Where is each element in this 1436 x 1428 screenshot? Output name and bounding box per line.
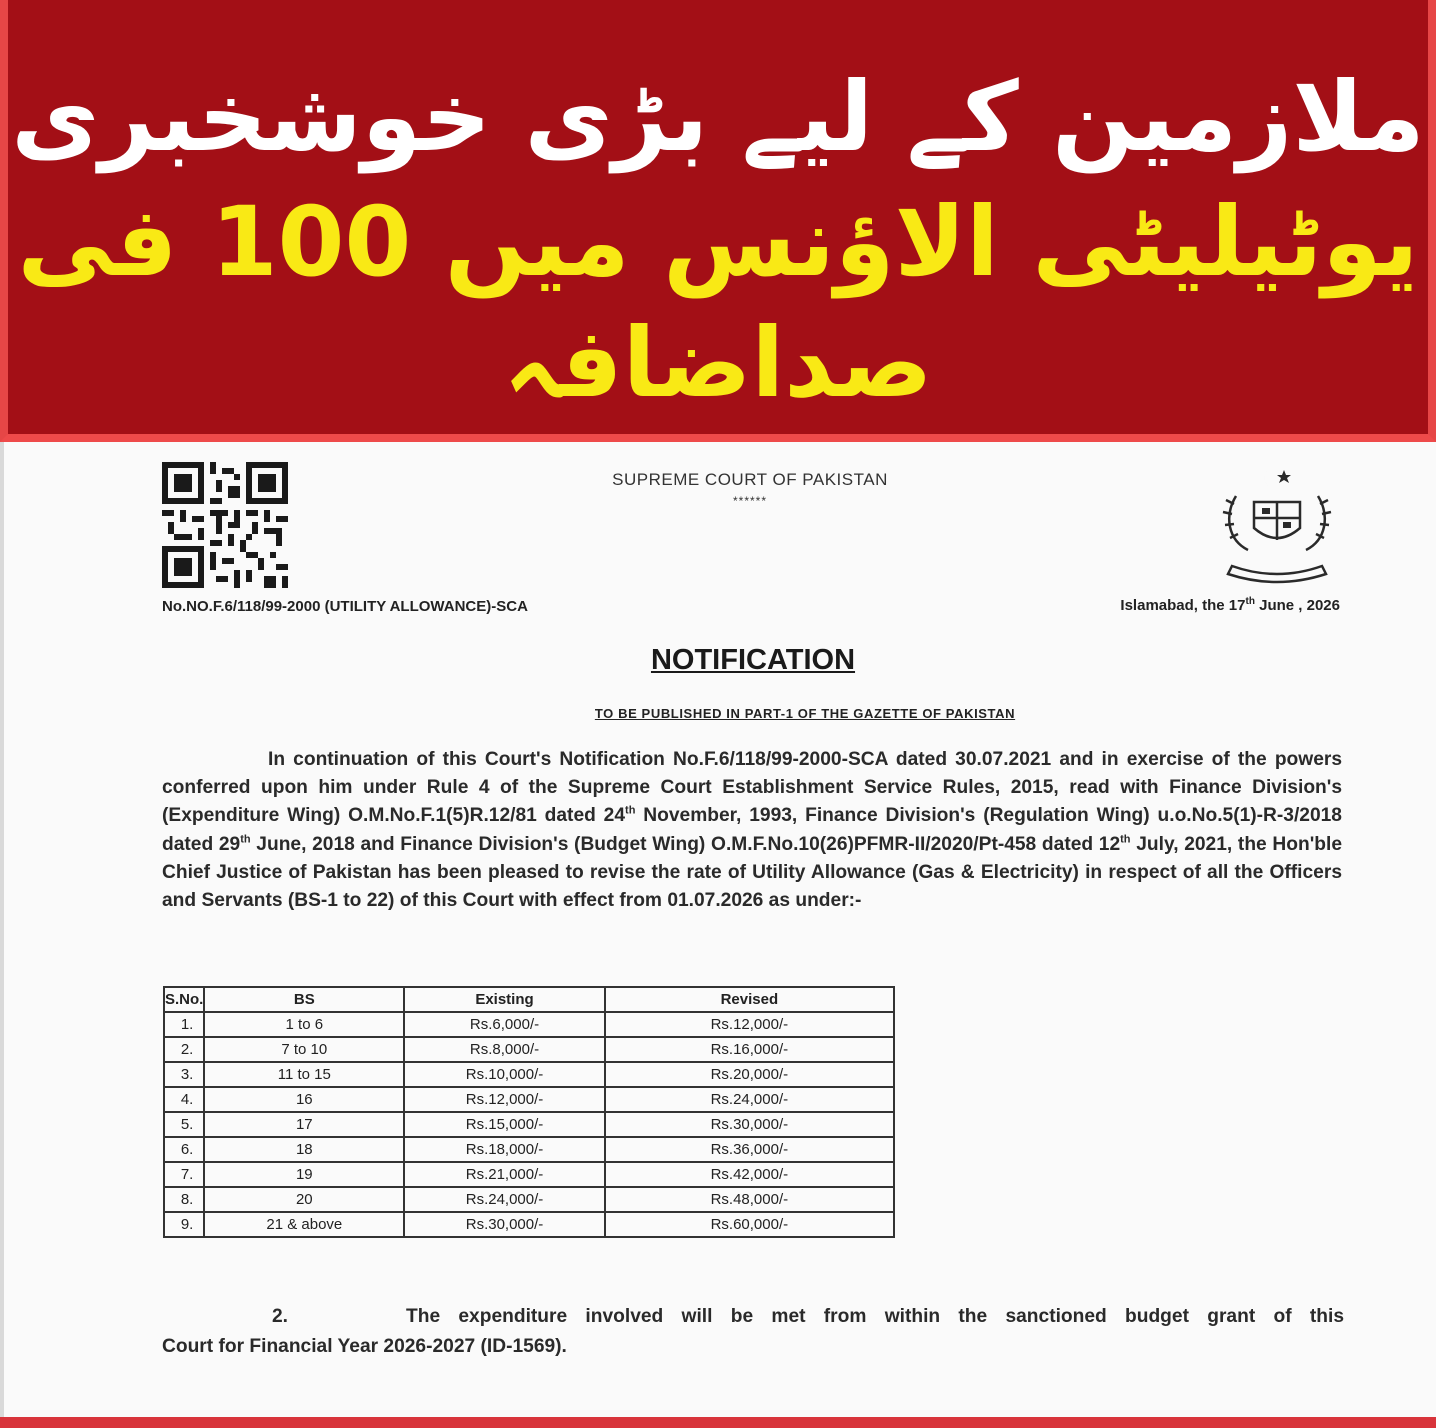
table-row bbox=[164, 1162, 894, 1187]
document-edge bbox=[0, 442, 4, 1417]
cell-sno: 8. bbox=[164, 1187, 204, 1212]
column-header-revised: Revised bbox=[605, 987, 894, 1012]
cell-sno: 9. bbox=[164, 1212, 204, 1237]
paragraph-2-line-1 bbox=[162, 1302, 1344, 1332]
paragraph-text: July, 2021, the Hon'ble Chief Justice of Pakistan has been pleased to revise the rate of Utility Allowance (Gas & Electricity) in respect of all the Officers and Servants (BS-1 to 22) of this Court with effect from 01.07.2026 as under:- bbox=[162, 833, 1342, 912]
cell-bs: 21 & above bbox=[204, 1212, 404, 1237]
cell-bs: 7 to 10 bbox=[204, 1037, 404, 1062]
superscript: th bbox=[240, 833, 251, 846]
issue-date-suffix-sup: th bbox=[1245, 596, 1255, 607]
issue-date bbox=[1120, 596, 1340, 614]
qr-code-icon bbox=[162, 462, 288, 588]
cell-revised: Rs.36,000/- bbox=[605, 1137, 894, 1162]
reference-number: No.NO.F.6/118/99-2000 (UTILITY ALLOWANCE)-SCA bbox=[162, 598, 528, 615]
table-header-row bbox=[164, 987, 894, 1012]
notification-document bbox=[0, 442, 1436, 1417]
court-name-separator: ****** bbox=[732, 494, 768, 508]
cell-sno: 6. bbox=[164, 1137, 204, 1162]
cell-revised: Rs.12,000/- bbox=[605, 1012, 894, 1037]
table-row bbox=[164, 1062, 894, 1087]
cell-existing: Rs.12,000/- bbox=[404, 1087, 604, 1112]
cell-existing: Rs.8,000/- bbox=[404, 1037, 604, 1062]
table-row bbox=[164, 1087, 894, 1112]
paragraph-text: November, 1993, Finance Division's (Regulation Wing) u.o.No.5(1)-R-3/2018 dated 29 bbox=[162, 805, 1342, 855]
notification-title: NOTIFICATION bbox=[650, 644, 856, 676]
issue-date-month-year: June , 2026 bbox=[1254, 597, 1340, 614]
cell-sno: 1. bbox=[164, 1012, 204, 1037]
paragraph-2-line-2: Court for Financial Year 2026-2027 (ID-1569). bbox=[162, 1336, 567, 1357]
notification-paragraph-1 bbox=[162, 746, 1342, 915]
cell-sno: 3. bbox=[164, 1062, 204, 1087]
paragraph-text: In continuation of this Court's Notification No.F.6/118/99-2000-SCA dated 30.07.2021 and in exercise of the powers conferred upon him under Rule 4 of the Supreme Court Establishment Service Rules, 2015, read with Finance Division's (Expenditure Wing) O.M.No.F.1(5)R.12/81 dated 24 bbox=[162, 749, 1342, 827]
cell-revised: Rs.60,000/- bbox=[605, 1212, 894, 1237]
paragraph-text: The expenditure involved will be met from within the sanctioned budget grant of this bbox=[406, 1306, 1344, 1327]
paragraph-text: June, 2018 and Finance Division's (Budget Wing) O.M.F.No.10(26)PFMR-II/2020/Pt-458 dated 12 bbox=[250, 833, 1121, 855]
superscript: th bbox=[1120, 833, 1131, 846]
cell-bs: 20 bbox=[204, 1187, 404, 1212]
cell-existing: Rs.24,000/- bbox=[404, 1187, 604, 1212]
cell-revised: Rs.30,000/- bbox=[605, 1112, 894, 1137]
headline-line-1: ملازمین کے لیے بڑی خوشخبری bbox=[11, 61, 1425, 173]
cell-sno: 5. bbox=[164, 1112, 204, 1137]
cell-existing: Rs.6,000/- bbox=[404, 1012, 604, 1037]
cell-revised: Rs.24,000/- bbox=[605, 1087, 894, 1112]
cell-bs: 19 bbox=[204, 1162, 404, 1187]
cell-revised: Rs.20,000/- bbox=[605, 1062, 894, 1087]
cell-sno: 7. bbox=[164, 1162, 204, 1187]
cell-sno: 4. bbox=[164, 1087, 204, 1112]
cell-bs: 17 bbox=[204, 1112, 404, 1137]
issue-date-prefix: Islamabad, the 17 bbox=[1120, 597, 1246, 614]
column-header-bs: BS bbox=[204, 987, 404, 1012]
bottom-accent-bar bbox=[0, 1417, 1436, 1428]
table-row bbox=[164, 1037, 894, 1062]
table-row bbox=[164, 1112, 894, 1137]
headline-line-2: یوٹیلیٹی الاؤنس میں 100 فی bbox=[17, 186, 1419, 298]
table-row bbox=[164, 1137, 894, 1162]
headline-line-3: صداضافہ bbox=[503, 307, 933, 419]
cell-bs: 18 bbox=[204, 1137, 404, 1162]
state-emblem-icon bbox=[1218, 462, 1336, 588]
cell-bs: 16 bbox=[204, 1087, 404, 1112]
cell-existing: Rs.30,000/- bbox=[404, 1212, 604, 1237]
gazette-instruction: TO BE PUBLISHED IN PART-1 OF THE GAZETTE OF PAKISTAN bbox=[594, 706, 1016, 721]
court-name: SUPREME COURT OF PAKISTAN bbox=[612, 470, 888, 489]
cell-bs: 1 to 6 bbox=[204, 1012, 404, 1037]
notification-paragraph-2 bbox=[162, 1302, 1344, 1362]
utility-allowance-rates-table bbox=[163, 986, 895, 1238]
cell-revised: Rs.48,000/- bbox=[605, 1187, 894, 1212]
cell-sno: 2. bbox=[164, 1037, 204, 1062]
cell-existing: Rs.10,000/- bbox=[404, 1062, 604, 1087]
column-header-existing: Existing bbox=[404, 987, 604, 1012]
cell-existing: Rs.21,000/- bbox=[404, 1162, 604, 1187]
column-header-sno: S.No. bbox=[164, 987, 204, 1012]
cell-existing: Rs.18,000/- bbox=[404, 1137, 604, 1162]
table-row bbox=[164, 1187, 894, 1212]
table-row bbox=[164, 1012, 894, 1037]
cell-bs: 11 to 15 bbox=[204, 1062, 404, 1087]
superscript: th bbox=[625, 805, 636, 818]
cell-revised: Rs.42,000/- bbox=[605, 1162, 894, 1187]
paragraph-number: 2. bbox=[272, 1306, 289, 1327]
cell-revised: Rs.16,000/- bbox=[605, 1037, 894, 1062]
cell-existing: Rs.15,000/- bbox=[404, 1112, 604, 1137]
headline-banner bbox=[0, 0, 1436, 442]
table-row bbox=[164, 1212, 894, 1237]
